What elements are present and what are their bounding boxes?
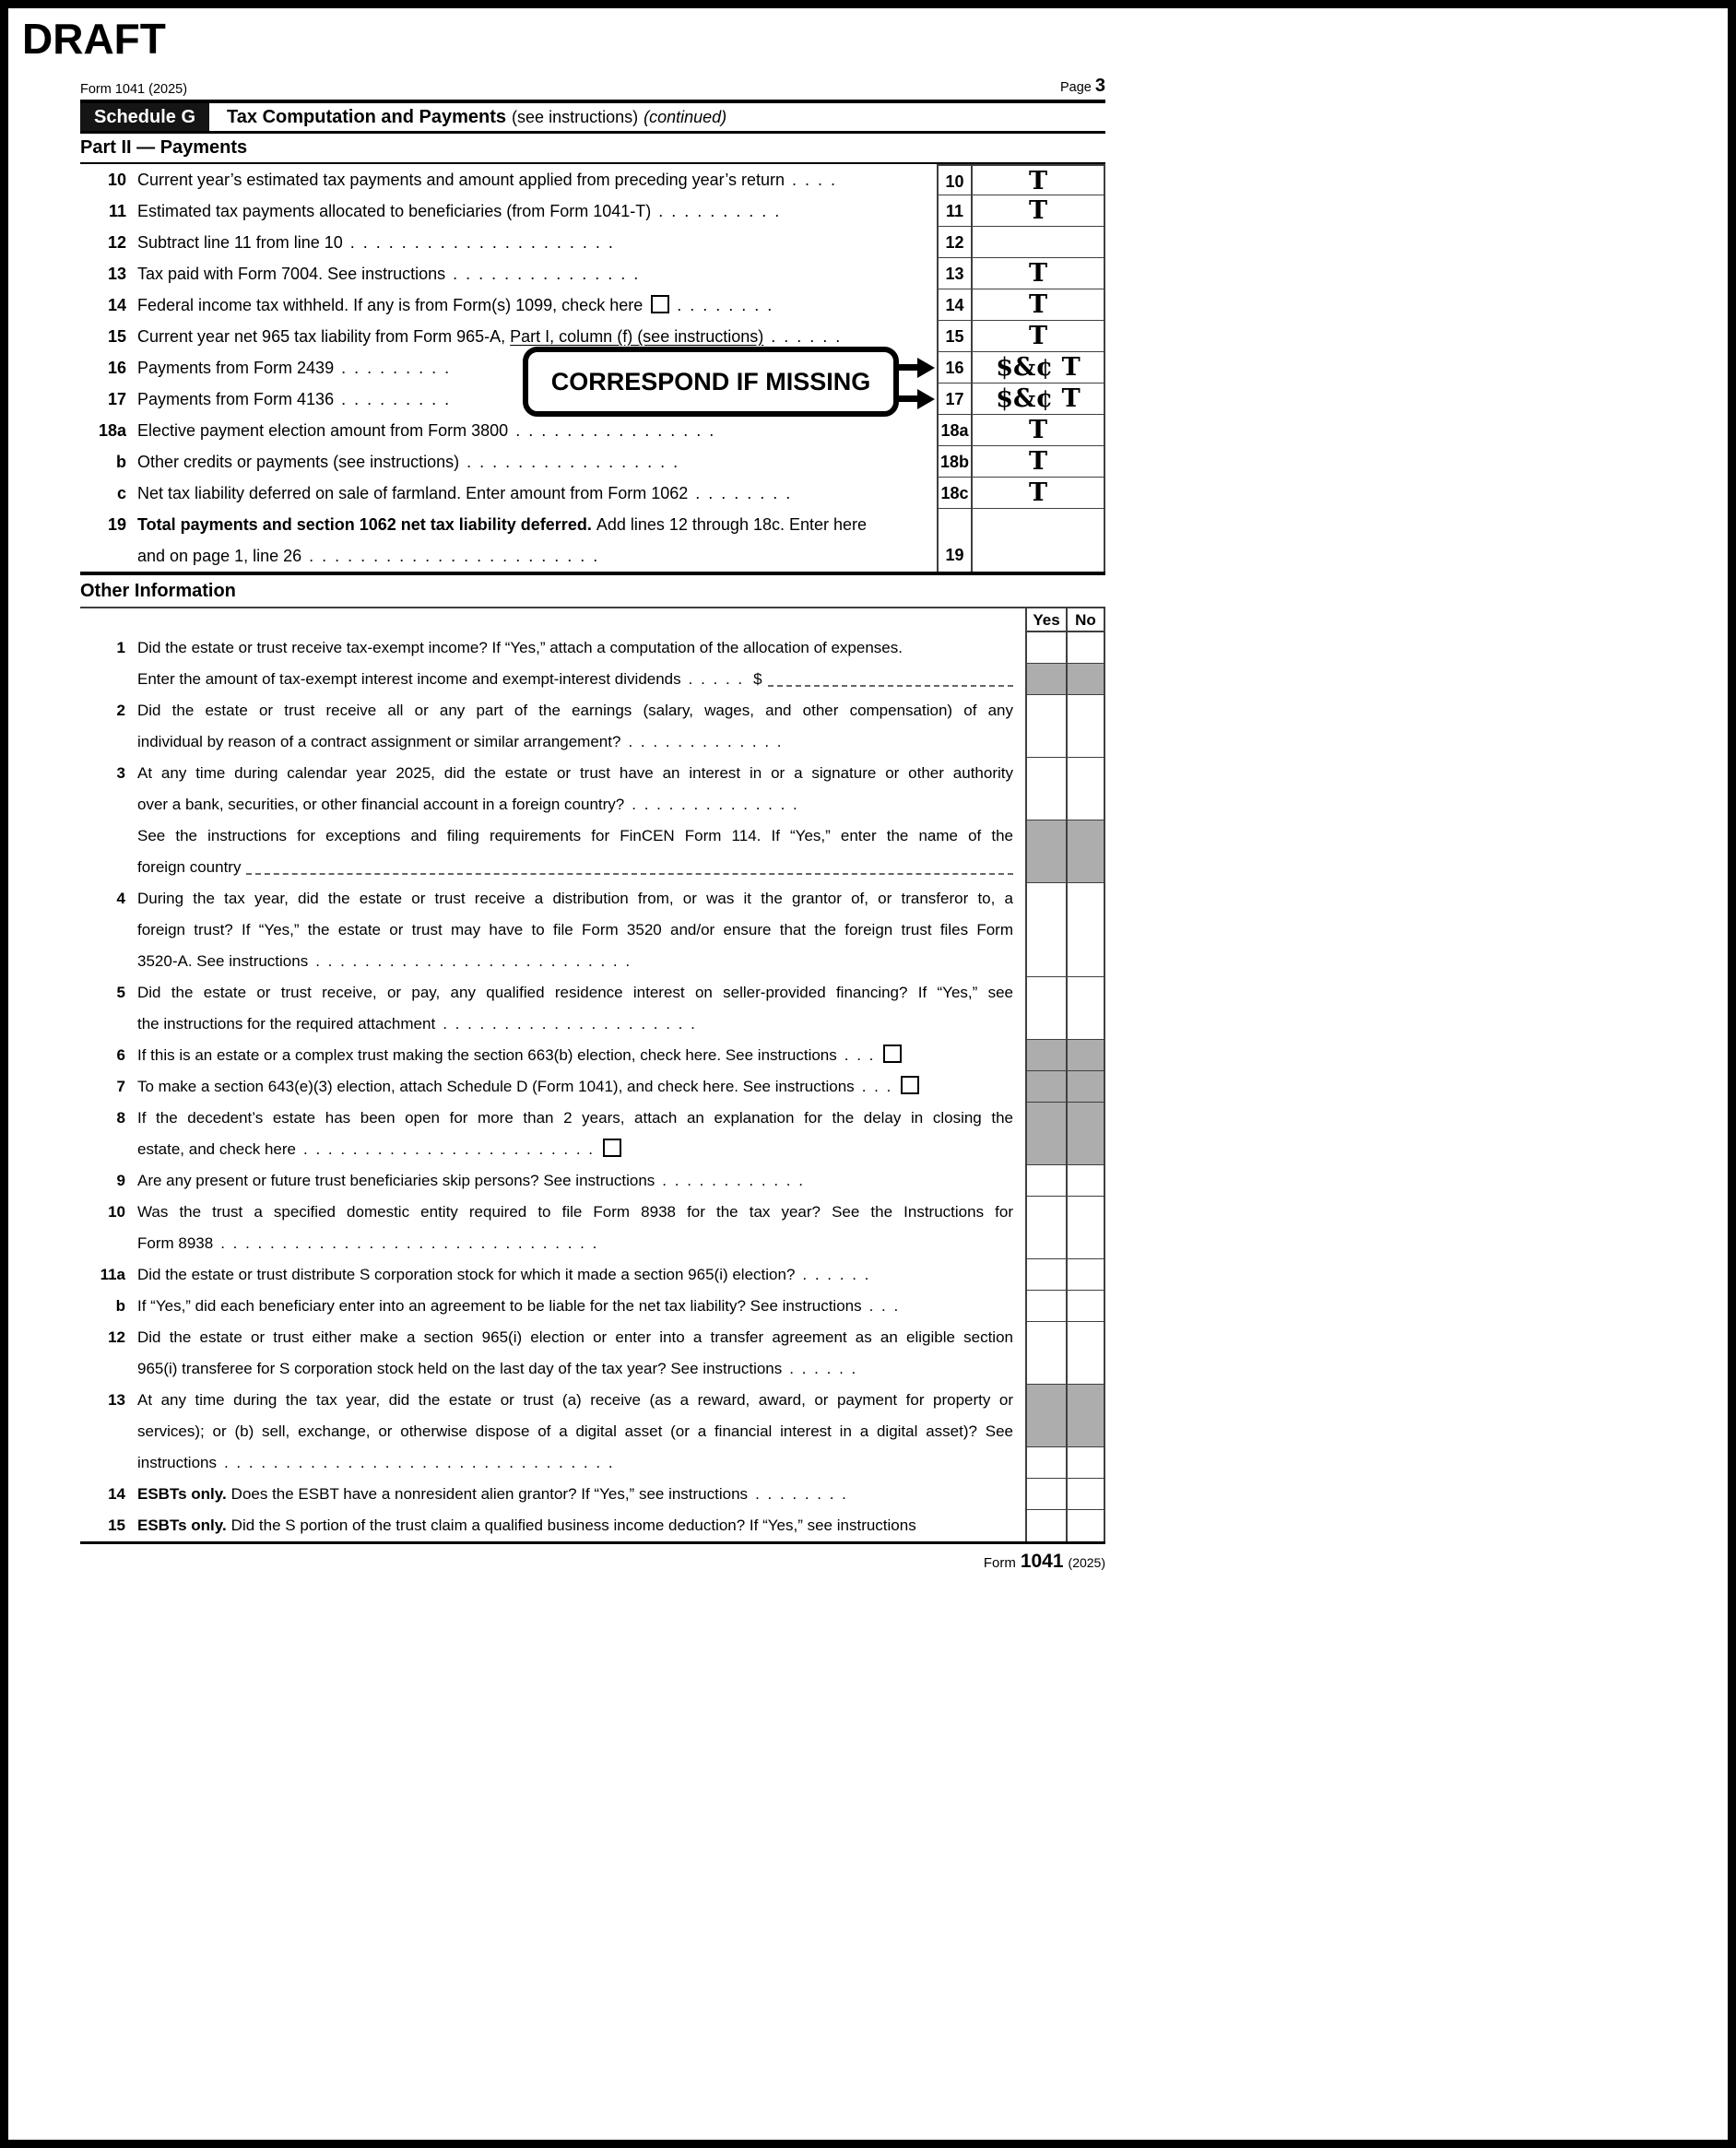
no-cell-q3-shaded (1066, 820, 1105, 883)
question-row-1 (80, 632, 1105, 664)
dot-leader: . . . (861, 1078, 893, 1095)
total-line2-text: and on page 1, line 26 (137, 547, 302, 565)
question-line: During the tax year, did the estate or trust receive a distribution from, or was it the grantor of, or transferor to, a (137, 890, 1013, 907)
question-line: Did the estate or trust either make a section 965(i) election or enter into a transfer agreement as an eligible section (137, 1328, 1013, 1346)
amount-field-18c[interactable] (973, 478, 1105, 509)
dot-leader: . . . . . . . . . . (658, 202, 782, 220)
question-text (137, 664, 1013, 695)
line-code-box: 13 (937, 258, 973, 289)
foreign-country-entry-line[interactable] (246, 852, 1013, 875)
no-cell-q3[interactable] (1066, 758, 1105, 820)
correspond-if-missing-callout: CORRESPOND IF MISSING (523, 347, 899, 417)
page-footer (80, 1551, 1105, 1573)
dot-leader: . . . . . . . . . . . . . . . . . (466, 453, 680, 471)
question-line: Enter the amount of tax-exempt interest income and exempt-interest dividends (137, 670, 681, 688)
line-code-box: 18c (937, 478, 973, 509)
no-column-header: No (1066, 608, 1105, 632)
no-cell-q13-shaded (1066, 1385, 1105, 1447)
dot-leader: . . . . . . . . . . . . . . . (453, 265, 641, 283)
question-text (137, 1479, 1013, 1510)
part2-row-10 (80, 164, 1105, 195)
form-1099-checkbox[interactable] (651, 295, 669, 313)
draft-placeholder-mark: T (1028, 416, 1048, 444)
draft-placeholder-mark: T (1028, 290, 1048, 319)
line-description (137, 289, 937, 321)
no-cell-q9[interactable] (1066, 1165, 1105, 1197)
line-number: 18a (98, 421, 126, 440)
question-line: services); or (b) sell, exchange, or otherwise dispose of a digital asset (or a financial interest in a digital asset)? See (137, 1422, 1013, 1440)
draft-placeholder-mark: T (1028, 259, 1048, 288)
line-text: Estimated tax payments allocated to beneficiaries (from Form 1041-T) (137, 202, 652, 220)
question-line: 3520-A. See instructions . . . . . . . . . . . . . . . . . . . . . . . . . . (137, 952, 632, 970)
amount-field-12[interactable] (973, 227, 1105, 258)
dot-leader: . . . . . . (789, 1360, 858, 1377)
question-text (137, 1510, 1013, 1541)
line-number: c (116, 484, 126, 502)
part2-row-19 (80, 509, 1105, 572)
line-description (137, 195, 937, 227)
line-code-box: 18a (937, 415, 973, 446)
no-cell-q14[interactable] (1066, 1479, 1105, 1510)
no-cell-q6-shaded (1066, 1040, 1105, 1071)
question-number (80, 820, 137, 883)
total-bold-text: Total payments and section 1062 net tax liability deferred. (137, 515, 592, 534)
question-text (137, 758, 1013, 820)
line-number: b (116, 453, 126, 471)
question-line: over a bank, securities, or other financial account in a foreign country? . . . . . . . . . . . . . . (137, 796, 799, 813)
no-cell-q12[interactable] (1066, 1322, 1105, 1385)
question-row-11b (80, 1291, 1105, 1322)
yes-no-spacer (80, 608, 1025, 632)
no-cell-q11a[interactable] (1066, 1259, 1105, 1291)
line-description (137, 164, 937, 195)
dot-leader: . . . . . . . . . . . . . . . . . . . . . . . . (303, 1140, 596, 1158)
yes-cell-q5[interactable] (1025, 977, 1066, 1040)
question-line: If “Yes,” did each beneficiary enter into an agreement to be liable for the net tax liability? See instructions . . . (137, 1297, 901, 1315)
question-number: 7 (116, 1078, 125, 1095)
line-code-box: 17 (937, 384, 973, 415)
amount-field-13[interactable] (973, 258, 1105, 289)
yes-no-header (80, 608, 1105, 632)
no-cell-q5[interactable] (1066, 977, 1105, 1040)
part2-payments-table (80, 164, 1105, 572)
question-text (137, 1165, 1013, 1197)
yes-column-header: Yes (1025, 608, 1066, 632)
line-text: Net tax liability deferred on sale of farmland. Enter amount from Form 1062 (137, 484, 689, 502)
dot-leader: . . . . . . (802, 1266, 871, 1283)
question-row-9 (80, 1165, 1105, 1197)
question-number: 14 (108, 1485, 125, 1503)
schedule-title-text: Tax Computation and Payments (227, 106, 507, 127)
line-number: 15 (107, 327, 126, 346)
question-line: If the decedent’s estate has been open for more than 2 years, attach an explanation for the delay in closing the (137, 1109, 1013, 1127)
question-line: foreign country (137, 858, 242, 876)
line-text: Tax paid with Form 7004. See instructions (137, 265, 446, 283)
no-cell-q15[interactable] (1066, 1510, 1105, 1541)
line-description (137, 227, 937, 258)
question-row-7 (80, 1071, 1105, 1103)
question-number: 9 (116, 1172, 125, 1189)
footer-form-year: (2025) (1068, 1555, 1105, 1570)
question-number: 1 (116, 639, 125, 656)
dot-leader: . . . . . . . . (695, 484, 793, 502)
part2-row-13 (80, 258, 1105, 289)
esbt-only-label: ESBTs only. (137, 1485, 227, 1503)
page-number: 3 (1094, 76, 1105, 96)
line-text: Payments from Form 2439 (137, 359, 335, 377)
form-1041-page-3 (80, 73, 1105, 1573)
question-line: Are any present or future trust beneficiaries skip persons? See instructions . . . . . . . . . . . . (137, 1172, 805, 1189)
line-number: 10 (107, 171, 126, 189)
yes-cell-q3[interactable] (1025, 758, 1066, 820)
draft-placeholder-mark: $&¢ T (996, 384, 1081, 413)
dot-leader: . . . . . (688, 670, 745, 688)
question-number: 5 (116, 984, 125, 1001)
question-row-10 (80, 1197, 1105, 1259)
amount-field-17[interactable] (973, 384, 1105, 415)
no-cell-q8-shaded (1066, 1103, 1105, 1165)
dot-leader: . . . . . . . . . . . . (662, 1172, 805, 1189)
question-line: estate, and check here . . . . . . . . . . . . . . . . . . . . . . . . (137, 1134, 1013, 1165)
yes-cell-q1-shaded (1025, 664, 1066, 695)
draft-placeholder-mark: T (1028, 478, 1048, 507)
tax-exempt-amount-entry-line[interactable] (768, 664, 1013, 687)
line-code-box: 10 (937, 164, 973, 195)
see-instructions-note: (see instructions) (512, 107, 639, 126)
question-row-8 (80, 1103, 1105, 1165)
question-row-6 (80, 1040, 1105, 1071)
draft-placeholder-mark: T (1028, 196, 1048, 225)
line-number: 16 (107, 359, 126, 377)
yes-cell-q11b[interactable] (1025, 1291, 1066, 1322)
question-text (137, 695, 1013, 758)
question-row-14 (80, 1479, 1105, 1510)
question-number: 13 (108, 1391, 125, 1409)
dot-leader: . . . . . . . . . . . . . . . . (515, 421, 716, 440)
question-number (80, 1447, 137, 1479)
question-line: the instructions for the required attachment . . . . . . . . . . . . . . . . . . . . . (137, 1015, 697, 1033)
question-line: foreign trust? If “Yes,” the estate or trust may have to file Form 3520 and/or ensure that the foreign trust files Form (137, 921, 1013, 938)
question-text (137, 632, 1013, 664)
esbt-only-label: ESBTs only. (137, 1517, 227, 1534)
question-line: Did the estate or trust receive, or pay, any qualified residence interest on seller-provided financing? If “Yes,” see (137, 984, 1013, 1001)
question-line: Was the trust a specified domestic entity required to file Form 8938 for the tax year? See the Instructions for (137, 1203, 1013, 1221)
line-code-box: 19 (937, 509, 973, 572)
yes-cell-q11a[interactable] (1025, 1259, 1066, 1291)
question-number: 10 (108, 1203, 125, 1221)
question-text (137, 820, 1013, 883)
amount-field-10[interactable] (973, 164, 1105, 195)
dot-leader: . . . . . . . . (677, 296, 774, 314)
line-number: 14 (107, 296, 126, 314)
no-cell-q10[interactable] (1066, 1197, 1105, 1259)
continued-note: (continued) (644, 107, 727, 126)
footer-form-number: 1041 (1020, 1551, 1064, 1572)
amount-field-19[interactable] (973, 509, 1105, 572)
dot-leader: . . . . . . . . . . . . . . . . . . . . . . . (309, 547, 600, 565)
other-information-heading: Other Information (80, 575, 1105, 608)
question-text (137, 1259, 1013, 1291)
line-description (137, 446, 937, 478)
yes-cell-q6-shaded (1025, 1040, 1066, 1071)
question-number: 8 (116, 1109, 125, 1127)
no-cell-q1[interactable] (1066, 632, 1105, 664)
draft-placeholder-mark: T (1028, 167, 1048, 195)
line-text: Elective payment election amount from Form 3800 (137, 421, 509, 440)
line-text: Other credits or payments (see instructions) (137, 453, 460, 471)
table-bottom-border (80, 1541, 1105, 1544)
page-header (80, 73, 1105, 97)
schedule-g-title (209, 103, 726, 131)
line-number: 19 (107, 515, 126, 534)
part2-row-11 (80, 195, 1105, 227)
form-id: Form 1041 (2025) (80, 82, 188, 97)
question-line: If this is an estate or a complex trust making the section 663(b) election, check here. See instructions . . . (137, 1040, 1013, 1071)
part2-row-18b (80, 446, 1105, 478)
underlined-reference: Part I, column (f) (see instructions) (510, 327, 764, 346)
line-number: 17 (107, 390, 126, 408)
question-line: instructions . . . . . . . . . . . . . . . . . . . . . . . . . . . . . . . . (137, 1454, 615, 1471)
callout-arrowhead-line16 (917, 358, 935, 378)
question-text (137, 883, 1013, 977)
no-cell-q13[interactable] (1066, 1447, 1105, 1479)
line-code-box: 18b (937, 446, 973, 478)
line-code-box: 11 (937, 195, 973, 227)
question-row-4 (80, 883, 1105, 977)
question-line: Did the estate or trust receive all or any part of the earnings (salary, wages, and other compensation) of any (137, 702, 1013, 719)
total-rest-text: Add lines 12 through 18c. Enter here (596, 515, 868, 534)
question-text (137, 1447, 1013, 1479)
total-line-1 (137, 509, 920, 540)
draft-placeholder-mark: $&¢ T (996, 353, 1081, 382)
line-description (137, 509, 937, 572)
dollar-sign: $ (753, 670, 762, 688)
estate-open-2-years-checkbox[interactable] (603, 1139, 621, 1157)
no-cell-q2[interactable] (1066, 695, 1105, 758)
part2-row-18c (80, 478, 1105, 509)
amount-field-14[interactable] (973, 289, 1105, 321)
line-text: Federal income tax withheld. If any is from Form(s) 1099, check here (137, 296, 644, 314)
schedule-g-badge: Schedule G (80, 103, 209, 131)
foreign-country-line (137, 852, 1013, 883)
question-row-13 (80, 1385, 1105, 1447)
dot-leader: . . . . . . . . . . . . . . . . . . . . . . . . . . . . . . . . (223, 1454, 615, 1471)
yes-cell-q8-shaded (1025, 1103, 1066, 1165)
part2-row-18a (80, 415, 1105, 446)
question-text (137, 1040, 1013, 1071)
line-number: 11 (108, 202, 126, 220)
question-text (137, 1385, 1013, 1447)
yes-cell-q3-shaded (1025, 820, 1066, 883)
question-row-13-answer (80, 1447, 1105, 1479)
no-cell-q1-shaded (1066, 664, 1105, 695)
question-line: See the instructions for exceptions and filing requirements for FinCEN Form 114. If “Yes,” enter the name of the (137, 827, 1013, 844)
question-line: Form 8938 . . . . . . . . . . . . . . . . . . . . . . . . . . . . . . . (137, 1234, 599, 1252)
question-number (80, 664, 137, 695)
line-number: 13 (107, 265, 126, 283)
question-number: 4 (116, 890, 125, 907)
question-line: 965(i) transferee for S corporation stock held on the last day of the tax year? See instructions . . . . . . (137, 1360, 858, 1377)
dot-leader: . . . . . . . . . . . . . . . . . . . . . (349, 233, 615, 252)
amount-field-11[interactable] (973, 195, 1105, 227)
part2-heading: Part II — Payments (80, 134, 1105, 164)
amount-field-18a[interactable] (973, 415, 1105, 446)
question-row-12 (80, 1322, 1105, 1385)
question-number: 6 (116, 1046, 125, 1064)
question-line: individual by reason of a contract assignment or similar arrangement? . . . . . . . . . . . . . (137, 733, 784, 750)
line-description (137, 478, 937, 509)
line-code-box: 14 (937, 289, 973, 321)
dot-leader: . . . (868, 1297, 901, 1315)
question-row-3-note (80, 820, 1105, 883)
line-description (137, 415, 937, 446)
dot-leader: . . . (844, 1046, 876, 1064)
dot-leader: . . . . . . . . . . . . . (628, 733, 784, 750)
question-number: 3 (116, 764, 125, 782)
section-643e3-election-checkbox[interactable] (901, 1076, 919, 1094)
yes-cell-q7-shaded (1025, 1071, 1066, 1103)
question-row-2 (80, 695, 1105, 758)
question-line: At any time during calendar year 2025, did the estate or trust have an interest in or a signature or other authority (137, 764, 1013, 782)
amount-line (137, 664, 1013, 695)
yes-cell-q15[interactable] (1025, 1510, 1066, 1541)
yes-cell-q13-shaded (1025, 1385, 1066, 1447)
yes-cell-q14[interactable] (1025, 1479, 1066, 1510)
line-text: Payments from Form 4136 (137, 390, 335, 408)
amount-field-15[interactable] (973, 321, 1105, 352)
yes-cell-q10[interactable] (1025, 1197, 1066, 1259)
draft-placeholder-mark: T (1028, 447, 1048, 476)
dot-leader: . . . . (792, 171, 838, 189)
question-row-5 (80, 977, 1105, 1040)
yes-cell-q13[interactable] (1025, 1447, 1066, 1479)
line-text: Current year net 965 tax liability from Form 965-A, (137, 327, 511, 346)
total-line-2 (137, 540, 920, 572)
line-number: 12 (107, 233, 126, 252)
dot-leader: . . . . . . . . . . . . . . . . . . . . . . . . . . . . . . . (220, 1234, 599, 1252)
section-663b-election-checkbox[interactable] (883, 1044, 902, 1063)
no-cell-q11b[interactable] (1066, 1291, 1105, 1322)
question-line: Did the estate or trust distribute S corporation stock for which it made a section 965(i) election? . . . . . . (137, 1266, 871, 1283)
part2-row-12 (80, 227, 1105, 258)
line-text: Current year’s estimated tax payments and amount applied from preceding year’s return (137, 171, 785, 189)
question-line: At any time during the tax year, did the estate or trust (a) receive (as a reward, award, or payment for property or (137, 1391, 1013, 1409)
yes-cell-q9[interactable] (1025, 1165, 1066, 1197)
question-row-11a (80, 1259, 1105, 1291)
draft-placeholder-mark: T (1028, 322, 1048, 350)
dot-leader: . . . . . . (771, 327, 843, 346)
line-code-box: 15 (937, 321, 973, 352)
line-text: Subtract line 11 from line 10 (137, 233, 343, 252)
question-text (137, 1071, 1013, 1103)
question-row-3 (80, 758, 1105, 820)
question-text (137, 1322, 1013, 1385)
question-number: b (115, 1297, 125, 1315)
footer-form-word: Form (983, 1555, 1016, 1571)
part2-row-14 (80, 289, 1105, 321)
question-text (137, 1103, 1013, 1165)
question-text (137, 1291, 1013, 1322)
line-code-box: 12 (937, 227, 973, 258)
question-line: ESBTs only. Did the S portion of the trust claim a qualified business income deduction? If “Yes,” see instructions (137, 1517, 916, 1534)
yes-cell-q12[interactable] (1025, 1322, 1066, 1385)
dot-leader: . . . . . . . . . (341, 390, 452, 408)
yes-cell-q1[interactable] (1025, 632, 1066, 664)
dot-leader: . . . . . . . . (755, 1485, 848, 1503)
dot-leader: . . . . . . . . . . . . . . (632, 796, 799, 813)
question-number: 11a (100, 1266, 125, 1283)
line-code-box: 16 (937, 352, 973, 384)
dot-leader: . . . . . . . . . . . . . . . . . . . . . . . . . . (315, 952, 632, 970)
draft-watermark: DRAFT (22, 15, 166, 63)
dot-leader: . . . . . . . . . (341, 359, 452, 377)
no-cell-q4[interactable] (1066, 883, 1105, 977)
question-line: ESBTs only. Does the ESBT have a nonresident alien grantor? If “Yes,” see instructions . . . . . . . . (137, 1485, 848, 1503)
question-number: 15 (108, 1517, 125, 1534)
question-text (137, 977, 1013, 1040)
question-number: 2 (116, 702, 125, 719)
dot-leader: . . . . . . . . . . . . . . . . . . . . . (443, 1015, 697, 1033)
question-number: 12 (108, 1328, 125, 1346)
page-word: Page (1060, 80, 1092, 95)
question-line: To make a section 643(e)(3) election, attach Schedule D (Form 1041), and check here. See instructions . . . (137, 1071, 1013, 1103)
page-indicator (1060, 76, 1105, 97)
question-text (137, 1197, 1013, 1259)
yes-cell-q4[interactable] (1025, 883, 1066, 977)
amount-field-18b[interactable] (973, 446, 1105, 478)
question-row-1-amount (80, 664, 1105, 695)
callout-arrowhead-line17 (917, 389, 935, 409)
amount-field-16[interactable] (973, 352, 1105, 384)
line-description (137, 258, 937, 289)
question-row-15 (80, 1510, 1105, 1541)
yes-cell-q2[interactable] (1025, 695, 1066, 758)
schedule-g-bar (80, 100, 1105, 134)
no-cell-q7-shaded (1066, 1071, 1105, 1103)
question-line: Did the estate or trust receive tax-exempt income? If “Yes,” attach a computation of the allocation of expenses. (137, 639, 903, 656)
